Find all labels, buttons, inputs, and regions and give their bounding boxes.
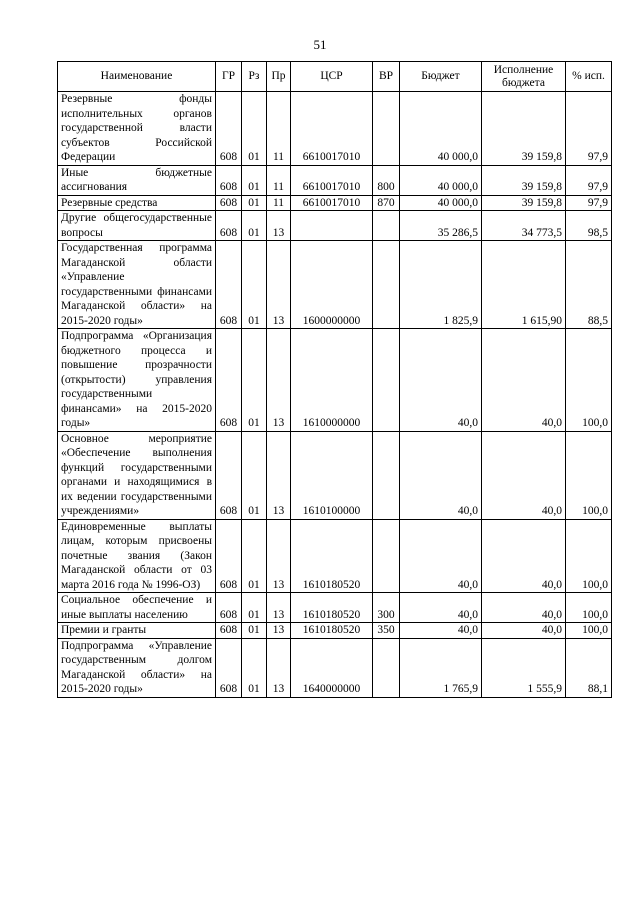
cell-execution: 40,0 [482, 623, 566, 639]
table-row [58, 593, 612, 623]
header-pr: Пр [267, 62, 291, 92]
cell-execution: 39 159,8 [482, 165, 566, 195]
cell-percent: 100,0 [566, 593, 612, 623]
table-row [58, 195, 612, 211]
cell-csr: 1610100000 [291, 431, 373, 519]
cell-vr [373, 92, 400, 166]
cell-vr: 350 [373, 623, 400, 639]
cell-csr: 1610180520 [291, 519, 373, 593]
cell-rz: 01 [242, 431, 267, 519]
cell-csr: 1610000000 [291, 329, 373, 432]
cell-name: Подпрограмма «Организация бюджетного процесса и повышение прозрачности (открытости) управления государственными финансами» на 2015-2020 годы» [58, 329, 216, 432]
cell-vr [373, 211, 400, 241]
page-number: 51 [313, 37, 327, 52]
cell-gr: 608 [216, 431, 242, 519]
cell-percent: 97,9 [566, 92, 612, 166]
cell-gr: 608 [216, 165, 242, 195]
cell-gr: 608 [216, 211, 242, 241]
cell-budget: 40,0 [400, 519, 482, 593]
cell-vr [373, 431, 400, 519]
cell-execution: 40,0 [482, 519, 566, 593]
cell-rz: 01 [242, 92, 267, 166]
cell-pr: 11 [267, 92, 291, 166]
cell-gr: 608 [216, 92, 242, 166]
budget-table [57, 61, 612, 698]
cell-budget: 1 765,9 [400, 638, 482, 697]
table-row [58, 519, 612, 593]
cell-budget: 40,0 [400, 329, 482, 432]
cell-csr: 6610017010 [291, 92, 373, 166]
cell-budget: 35 286,5 [400, 211, 482, 241]
cell-execution: 40,0 [482, 593, 566, 623]
cell-percent: 98,5 [566, 211, 612, 241]
header-vr: ВР [373, 62, 400, 92]
cell-percent: 97,9 [566, 195, 612, 211]
cell-budget: 40 000,0 [400, 165, 482, 195]
cell-vr [373, 329, 400, 432]
cell-gr: 608 [216, 593, 242, 623]
cell-rz: 01 [242, 195, 267, 211]
cell-gr: 608 [216, 623, 242, 639]
cell-percent: 100,0 [566, 623, 612, 639]
cell-vr [373, 241, 400, 329]
cell-rz: 01 [242, 623, 267, 639]
cell-percent: 100,0 [566, 329, 612, 432]
cell-vr [373, 519, 400, 593]
cell-vr: 870 [373, 195, 400, 211]
cell-percent: 88,1 [566, 638, 612, 697]
cell-execution: 39 159,8 [482, 92, 566, 166]
cell-name: Другие общегосударственные вопросы [58, 211, 216, 241]
cell-gr: 608 [216, 195, 242, 211]
table-row [58, 92, 612, 166]
cell-vr [373, 638, 400, 697]
table-row [58, 638, 612, 697]
table-header-row [58, 62, 612, 92]
header-percent: % исп. [566, 62, 612, 92]
header-gr: ГР [216, 62, 242, 92]
cell-rz: 01 [242, 519, 267, 593]
cell-pr: 13 [267, 241, 291, 329]
cell-execution: 39 159,8 [482, 195, 566, 211]
cell-rz: 01 [242, 329, 267, 432]
cell-gr: 608 [216, 519, 242, 593]
table-row [58, 431, 612, 519]
cell-csr [291, 211, 373, 241]
cell-percent: 100,0 [566, 431, 612, 519]
cell-pr: 11 [267, 165, 291, 195]
cell-name: Государственная программа Магаданской области «Управление государственными финансами Магаданской области» на 2015-2020 годы» [58, 241, 216, 329]
cell-vr: 800 [373, 165, 400, 195]
cell-execution: 40,0 [482, 329, 566, 432]
cell-gr: 608 [216, 329, 242, 432]
cell-budget: 40 000,0 [400, 92, 482, 166]
cell-percent: 88,5 [566, 241, 612, 329]
cell-execution: 34 773,5 [482, 211, 566, 241]
cell-name: Единовременные выплаты лицам, которым присвоены почетные звания (Закон Магаданской области от 03 марта 2016 года № 1996-ОЗ) [58, 519, 216, 593]
cell-rz: 01 [242, 211, 267, 241]
cell-pr: 13 [267, 623, 291, 639]
cell-csr: 1640000000 [291, 638, 373, 697]
cell-name: Подпрограмма «Управление государственным долгом Магаданской области» на 2015-2020 годы» [58, 638, 216, 697]
header-csr: ЦСР [291, 62, 373, 92]
table-row [58, 329, 612, 432]
cell-csr: 1610180520 [291, 593, 373, 623]
cell-name: Основное мероприятие «Обеспечение выполнения функций государственными органами и находящимися в их ведении государственными учреждениями» [58, 431, 216, 519]
header-name: Наименование [58, 62, 216, 92]
cell-pr: 13 [267, 329, 291, 432]
cell-pr: 13 [267, 638, 291, 697]
cell-gr: 608 [216, 638, 242, 697]
cell-budget: 1 825,9 [400, 241, 482, 329]
cell-pr: 11 [267, 195, 291, 211]
cell-name: Премии и гранты [58, 623, 216, 639]
cell-budget: 40,0 [400, 431, 482, 519]
cell-name: Резервные средства [58, 195, 216, 211]
header-rz: Рз [242, 62, 267, 92]
cell-pr: 13 [267, 593, 291, 623]
cell-name: Иные бюджетные ассигнования [58, 165, 216, 195]
cell-budget: 40 000,0 [400, 195, 482, 211]
table-body [58, 92, 612, 698]
header-budget: Бюджет [400, 62, 482, 92]
cell-budget: 40,0 [400, 623, 482, 639]
cell-rz: 01 [242, 593, 267, 623]
cell-name: Резервные фонды исполнительных органов государственной власти субъектов Российской Федерации [58, 92, 216, 166]
cell-csr: 6610017010 [291, 165, 373, 195]
cell-vr: 300 [373, 593, 400, 623]
cell-rz: 01 [242, 638, 267, 697]
cell-gr: 608 [216, 241, 242, 329]
cell-execution: 1 555,9 [482, 638, 566, 697]
cell-csr: 1610180520 [291, 623, 373, 639]
cell-budget: 40,0 [400, 593, 482, 623]
cell-execution: 1 615,90 [482, 241, 566, 329]
cell-rz: 01 [242, 241, 267, 329]
table-row [58, 241, 612, 329]
table-row [58, 165, 612, 195]
cell-percent: 100,0 [566, 519, 612, 593]
cell-percent: 97,9 [566, 165, 612, 195]
cell-csr: 6610017010 [291, 195, 373, 211]
cell-execution: 40,0 [482, 431, 566, 519]
cell-pr: 13 [267, 211, 291, 241]
header-execution: Исполнение бюджета [482, 62, 566, 92]
table-row [58, 211, 612, 241]
cell-name: Социальное обеспечение и иные выплаты населению [58, 593, 216, 623]
cell-pr: 13 [267, 519, 291, 593]
table-row [58, 623, 612, 639]
cell-pr: 13 [267, 431, 291, 519]
cell-rz: 01 [242, 165, 267, 195]
cell-csr: 1600000000 [291, 241, 373, 329]
